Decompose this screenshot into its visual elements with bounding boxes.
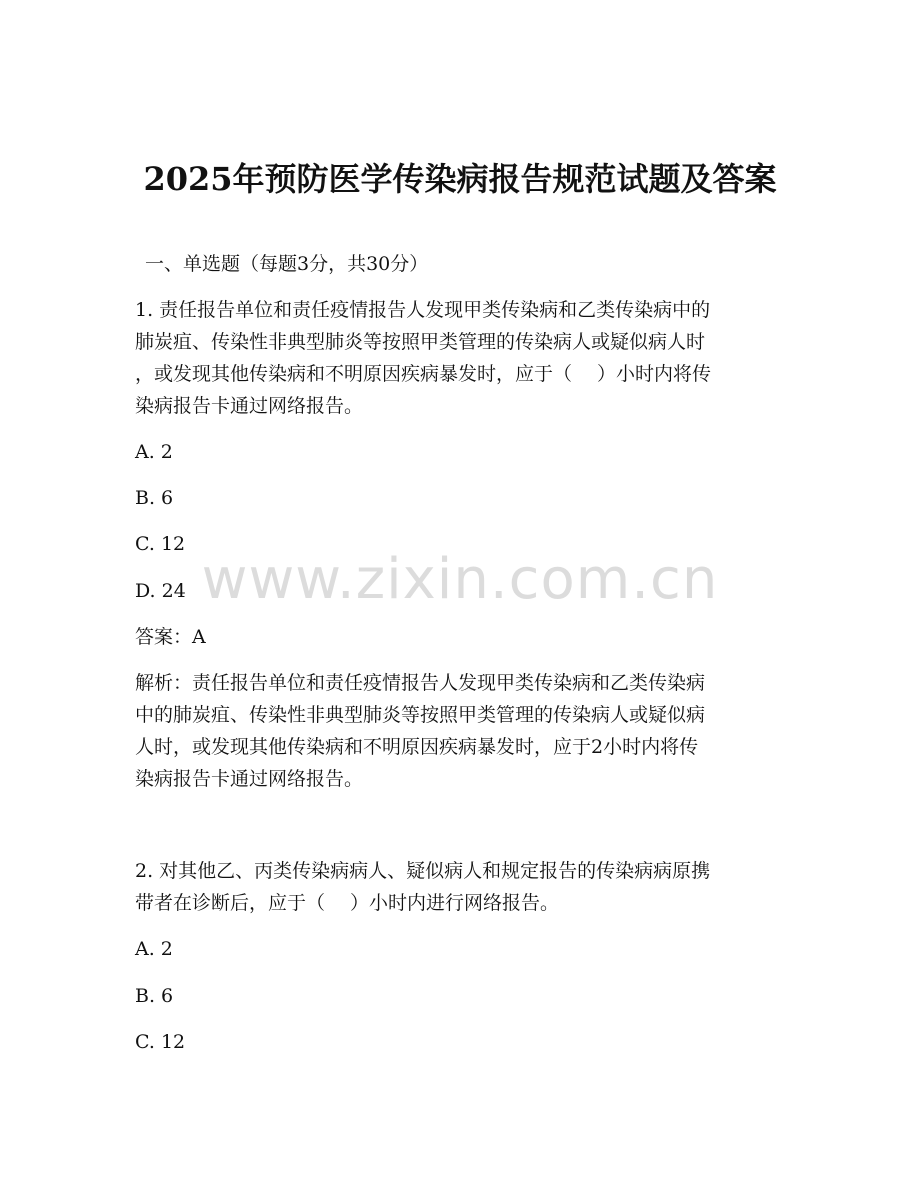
section-heading: 一、单选题（每题3分，共30分） xyxy=(145,253,429,275)
question-1-answer: 答案：A xyxy=(135,626,206,648)
question-2-stem-line: 带者在诊断后，应于（ ）小时内进行网络报告。 xyxy=(135,892,560,914)
question-2-option-a: A. 2 xyxy=(135,938,173,960)
question-1-stem-line: 染病报告卡通过网络报告。 xyxy=(135,395,364,417)
question-2-stem-line: 2. 对其他乙、丙类传染病病人、疑似病人和规定报告的传染病病原携 xyxy=(135,860,711,882)
question-1-option-b: B. 6 xyxy=(135,487,174,509)
question-1-option-d: D. 24 xyxy=(135,580,186,602)
watermark: www.zixin.com.cn xyxy=(201,547,719,612)
question-2-option-c: C. 12 xyxy=(135,1031,186,1053)
question-1-option-a: A. 2 xyxy=(135,441,173,463)
question-1-analysis-line: 中的肺炭疽、传染性非典型肺炎等按照甲类管理的传染病人或疑似病 xyxy=(135,704,706,726)
question-1-analysis-line: 人时，或发现其他传染病和不明原因疾病暴发时，应于2小时内将传 xyxy=(135,736,699,758)
document-title: 2025年预防医学传染病报告规范试题及答案 xyxy=(143,160,777,198)
question-1-stem-line: 肺炭疽、传染性非典型肺炎等按照甲类管理的传染病人或疑似病人时 xyxy=(135,331,706,353)
question-1-option-c: C. 12 xyxy=(135,533,186,555)
question-1-stem-line: ，或发现其他传染病和不明原因疾病暴发时，应于（ ）小时内将传 xyxy=(135,363,712,385)
question-1-analysis-line: 染病报告卡通过网络报告。 xyxy=(135,768,364,790)
question-1-analysis-line: 解析：责任报告单位和责任疫情报告人发现甲类传染病和乙类传染病 xyxy=(135,672,706,694)
question-1-stem-line: 1. 责任报告单位和责任疫情报告人发现甲类传染病和乙类传染病中的 xyxy=(135,299,711,321)
question-2-option-b: B. 6 xyxy=(135,985,174,1007)
